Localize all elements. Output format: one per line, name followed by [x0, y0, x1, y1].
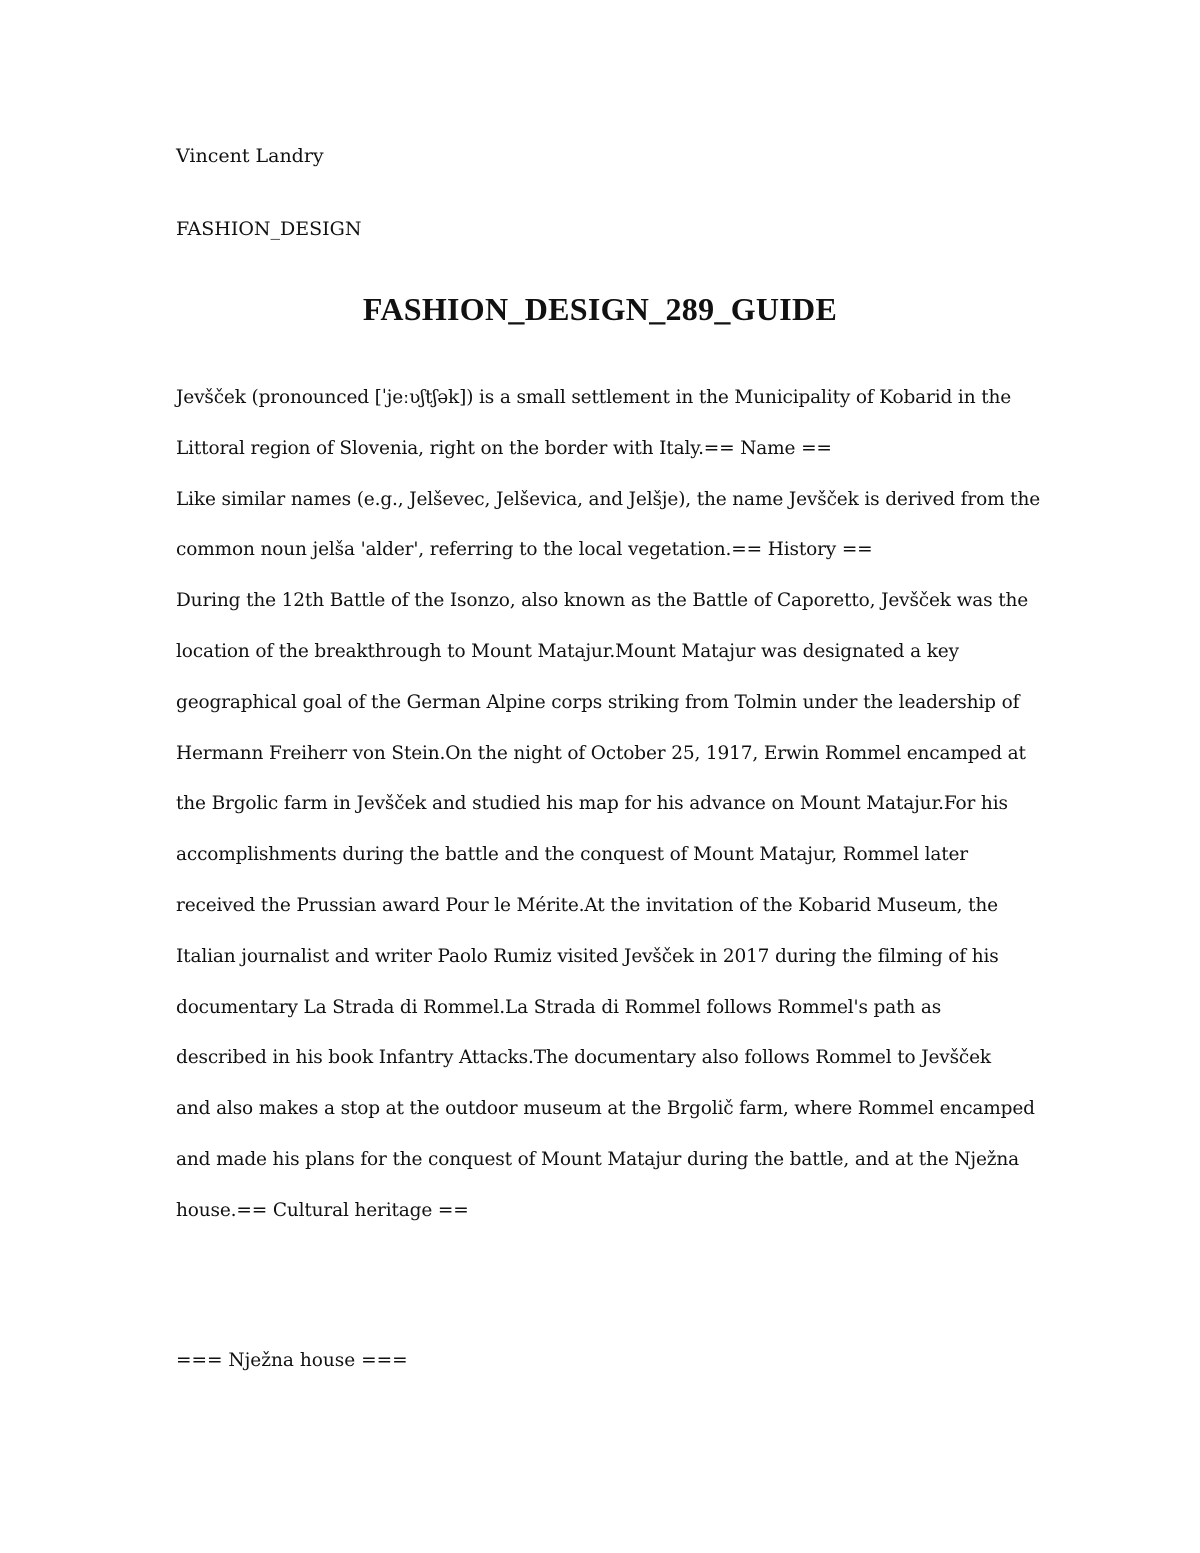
- body-line: geographical goal of the German Alpine corps striking from Tolmin under the leadership of: [176, 691, 1020, 713]
- body-line: the Brgolic farm in Jevšček and studied his map for his advance on Mount Matajur.For his: [176, 793, 1008, 815]
- body-line: and also makes a stop at the outdoor museum at the Brgolič farm, where Rommel encamped: [176, 1098, 1035, 1120]
- body-line: and made his plans for the conquest of Mount Matajur during the battle, and at the Nježna: [176, 1148, 1020, 1170]
- body-line: common noun jelša 'alder', referring to the local vegetation.== History ==: [176, 539, 873, 561]
- body-line: house.== Cultural heritage ==: [176, 1199, 469, 1221]
- body-line: Like similar names (e.g., Jelševec, Jelševica, and Jelšje), the name Jevšček is derived from the: [176, 488, 1041, 510]
- body-line: received the Prussian award Pour le Mérite.At the invitation of the Kobarid Museum, the: [176, 894, 998, 916]
- body-line: documentary La Strada di Rommel.La Strada di Rommel follows Rommel's path as: [176, 996, 942, 1018]
- body-paragraph: [176, 373, 1041, 1237]
- body-line: accomplishments during the battle and the conquest of Mount Matajur, Rommel later: [176, 844, 968, 866]
- body-line: Jevšček (pronounced [ˈjeːʋʃtʃək]) is a small settlement in the Municipality of Kobarid in the: [176, 387, 1012, 408]
- body-line: Italian journalist and writer Paolo Rumiz visited Jevšček in 2017 during the filming of his: [176, 945, 999, 967]
- body-line: During the 12th Battle of the Isonzo, also known as the Battle of Caporetto, Jevšček was the: [176, 590, 1029, 612]
- document-title: FASHION_DESIGN_289_GUIDE: [362, 291, 838, 327]
- body-line: location of the breakthrough to Mount Matajur.Mount Matajur was designated a key: [176, 640, 959, 662]
- body-line: Littoral region of Slovenia, right on the border with Italy.== Name ==: [176, 437, 832, 459]
- body-line: described in his book Infantry Attacks.The documentary also follows Rommel to Jevšček: [176, 1047, 991, 1069]
- body-line: Hermann Freiherr von Stein.On the night of October 25, 1917, Erwin Rommel encamped at: [176, 742, 1026, 764]
- author-name: Vincent Landry: [176, 145, 324, 167]
- section-subheading: === Nježna house ===: [176, 1350, 408, 1371]
- course-name: FASHION_DESIGN: [176, 218, 362, 240]
